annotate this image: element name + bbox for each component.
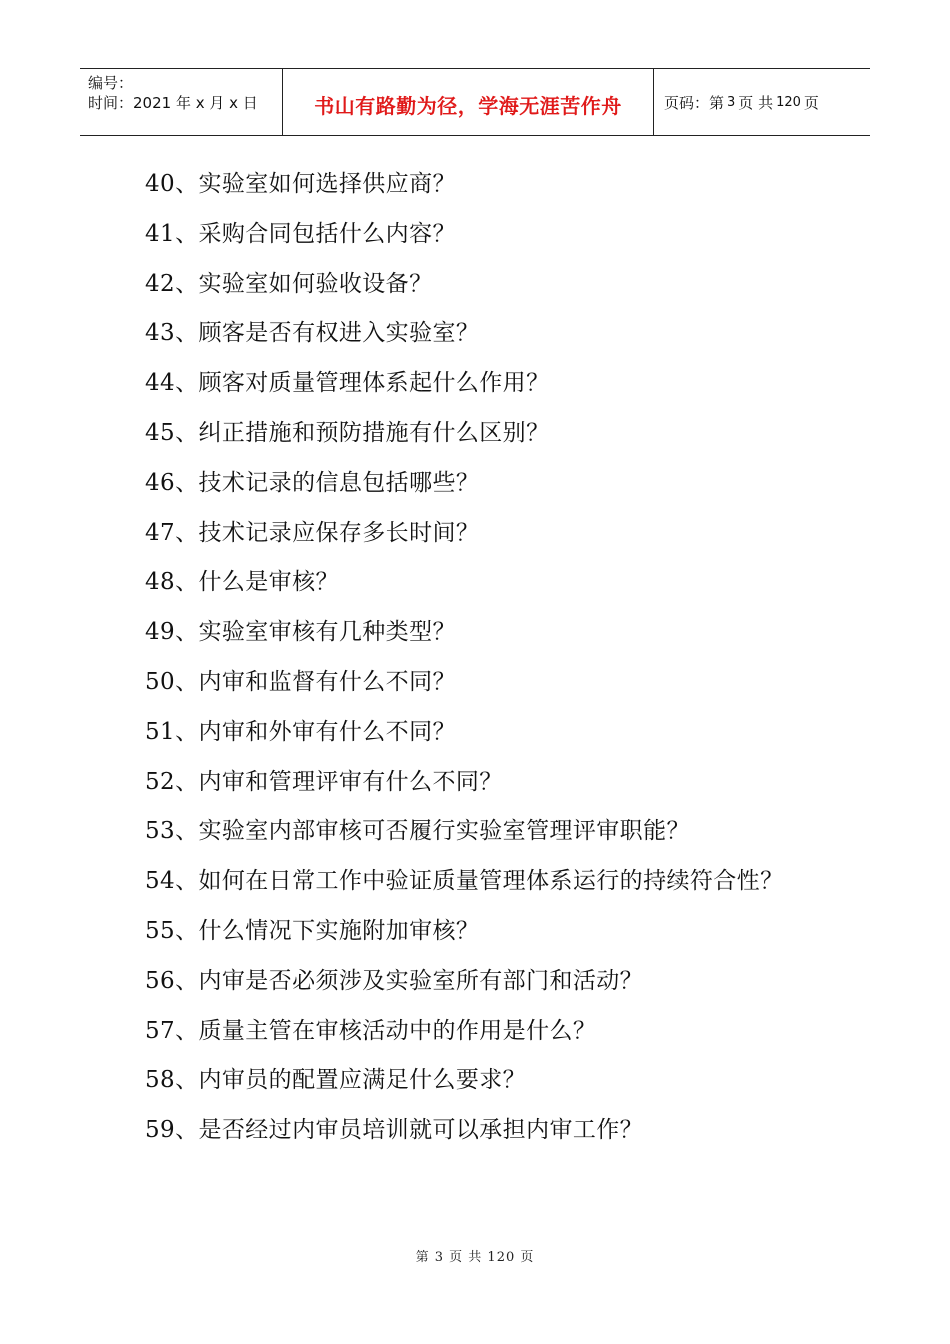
list-item: 55、什么情况下实施附加审核？ bbox=[145, 917, 480, 944]
list-item: 49、实验室审核有几种类型？ bbox=[145, 619, 456, 646]
page-header bbox=[80, 68, 870, 136]
list-item: 57、质量主管在审核活动中的作用是什么？ bbox=[145, 1017, 597, 1044]
list-item: 53、实验室内部审核可否履行实验室管理评审职能？ bbox=[145, 818, 690, 845]
list-item: 43、顾客是否有权进入实验室？ bbox=[145, 320, 480, 347]
list-item: 45、纠正措施和预防措施有什么区别？ bbox=[145, 419, 550, 446]
list-item: 58、内审员的配置应满足什么要求？ bbox=[145, 1067, 527, 1094]
list-item: 52、内审和管理评审有什么不同？ bbox=[145, 768, 503, 795]
header-page-info bbox=[654, 69, 870, 135]
list-item: 41、采购合同包括什么内容？ bbox=[145, 220, 456, 247]
date-label: 时间：2021 年 x 月 x 日 bbox=[88, 94, 258, 112]
header-motto-cell bbox=[282, 69, 654, 135]
page-total: 120 bbox=[776, 94, 801, 110]
list-item: 51、内审和外审有什么不同？ bbox=[145, 718, 456, 745]
page-current: 3 bbox=[727, 94, 736, 110]
list-item: 56、内审是否必须涉及实验室所有部门和活动？ bbox=[145, 967, 644, 994]
list-item: 54、如何在日常工作中验证质量管理体系运行的持续符合性？ bbox=[145, 868, 784, 895]
page-prefix: 页码：第 bbox=[664, 93, 725, 112]
list-item: 59、是否经过内审员培训就可以承担内审工作？ bbox=[145, 1117, 644, 1144]
header-meta-cell bbox=[80, 69, 282, 135]
list-item: 48、什么是审核？ bbox=[145, 569, 339, 596]
question-list bbox=[145, 160, 825, 1156]
list-item: 40、实验室如何选择供应商？ bbox=[145, 171, 456, 197]
list-item: 46、技术记录的信息包括哪些？ bbox=[145, 469, 480, 496]
list-item: 44、顾客对质量管理体系起什么作用？ bbox=[145, 370, 550, 397]
motto-text: 书山有路勤为径，学海无涯苦作舟 bbox=[314, 93, 622, 118]
page-suffix: 页 bbox=[803, 93, 819, 112]
list-item: 42、实验室如何验收设备？ bbox=[145, 270, 433, 297]
list-item: 50、内审和监督有什么不同？ bbox=[145, 668, 456, 695]
page-mid: 页 共 bbox=[738, 93, 774, 112]
serial-number-label: 编号： bbox=[88, 74, 134, 92]
list-item: 47、技术记录应保存多长时间？ bbox=[145, 519, 480, 546]
page-footer: 第 3 页 共 120 页 bbox=[415, 1250, 535, 1265]
